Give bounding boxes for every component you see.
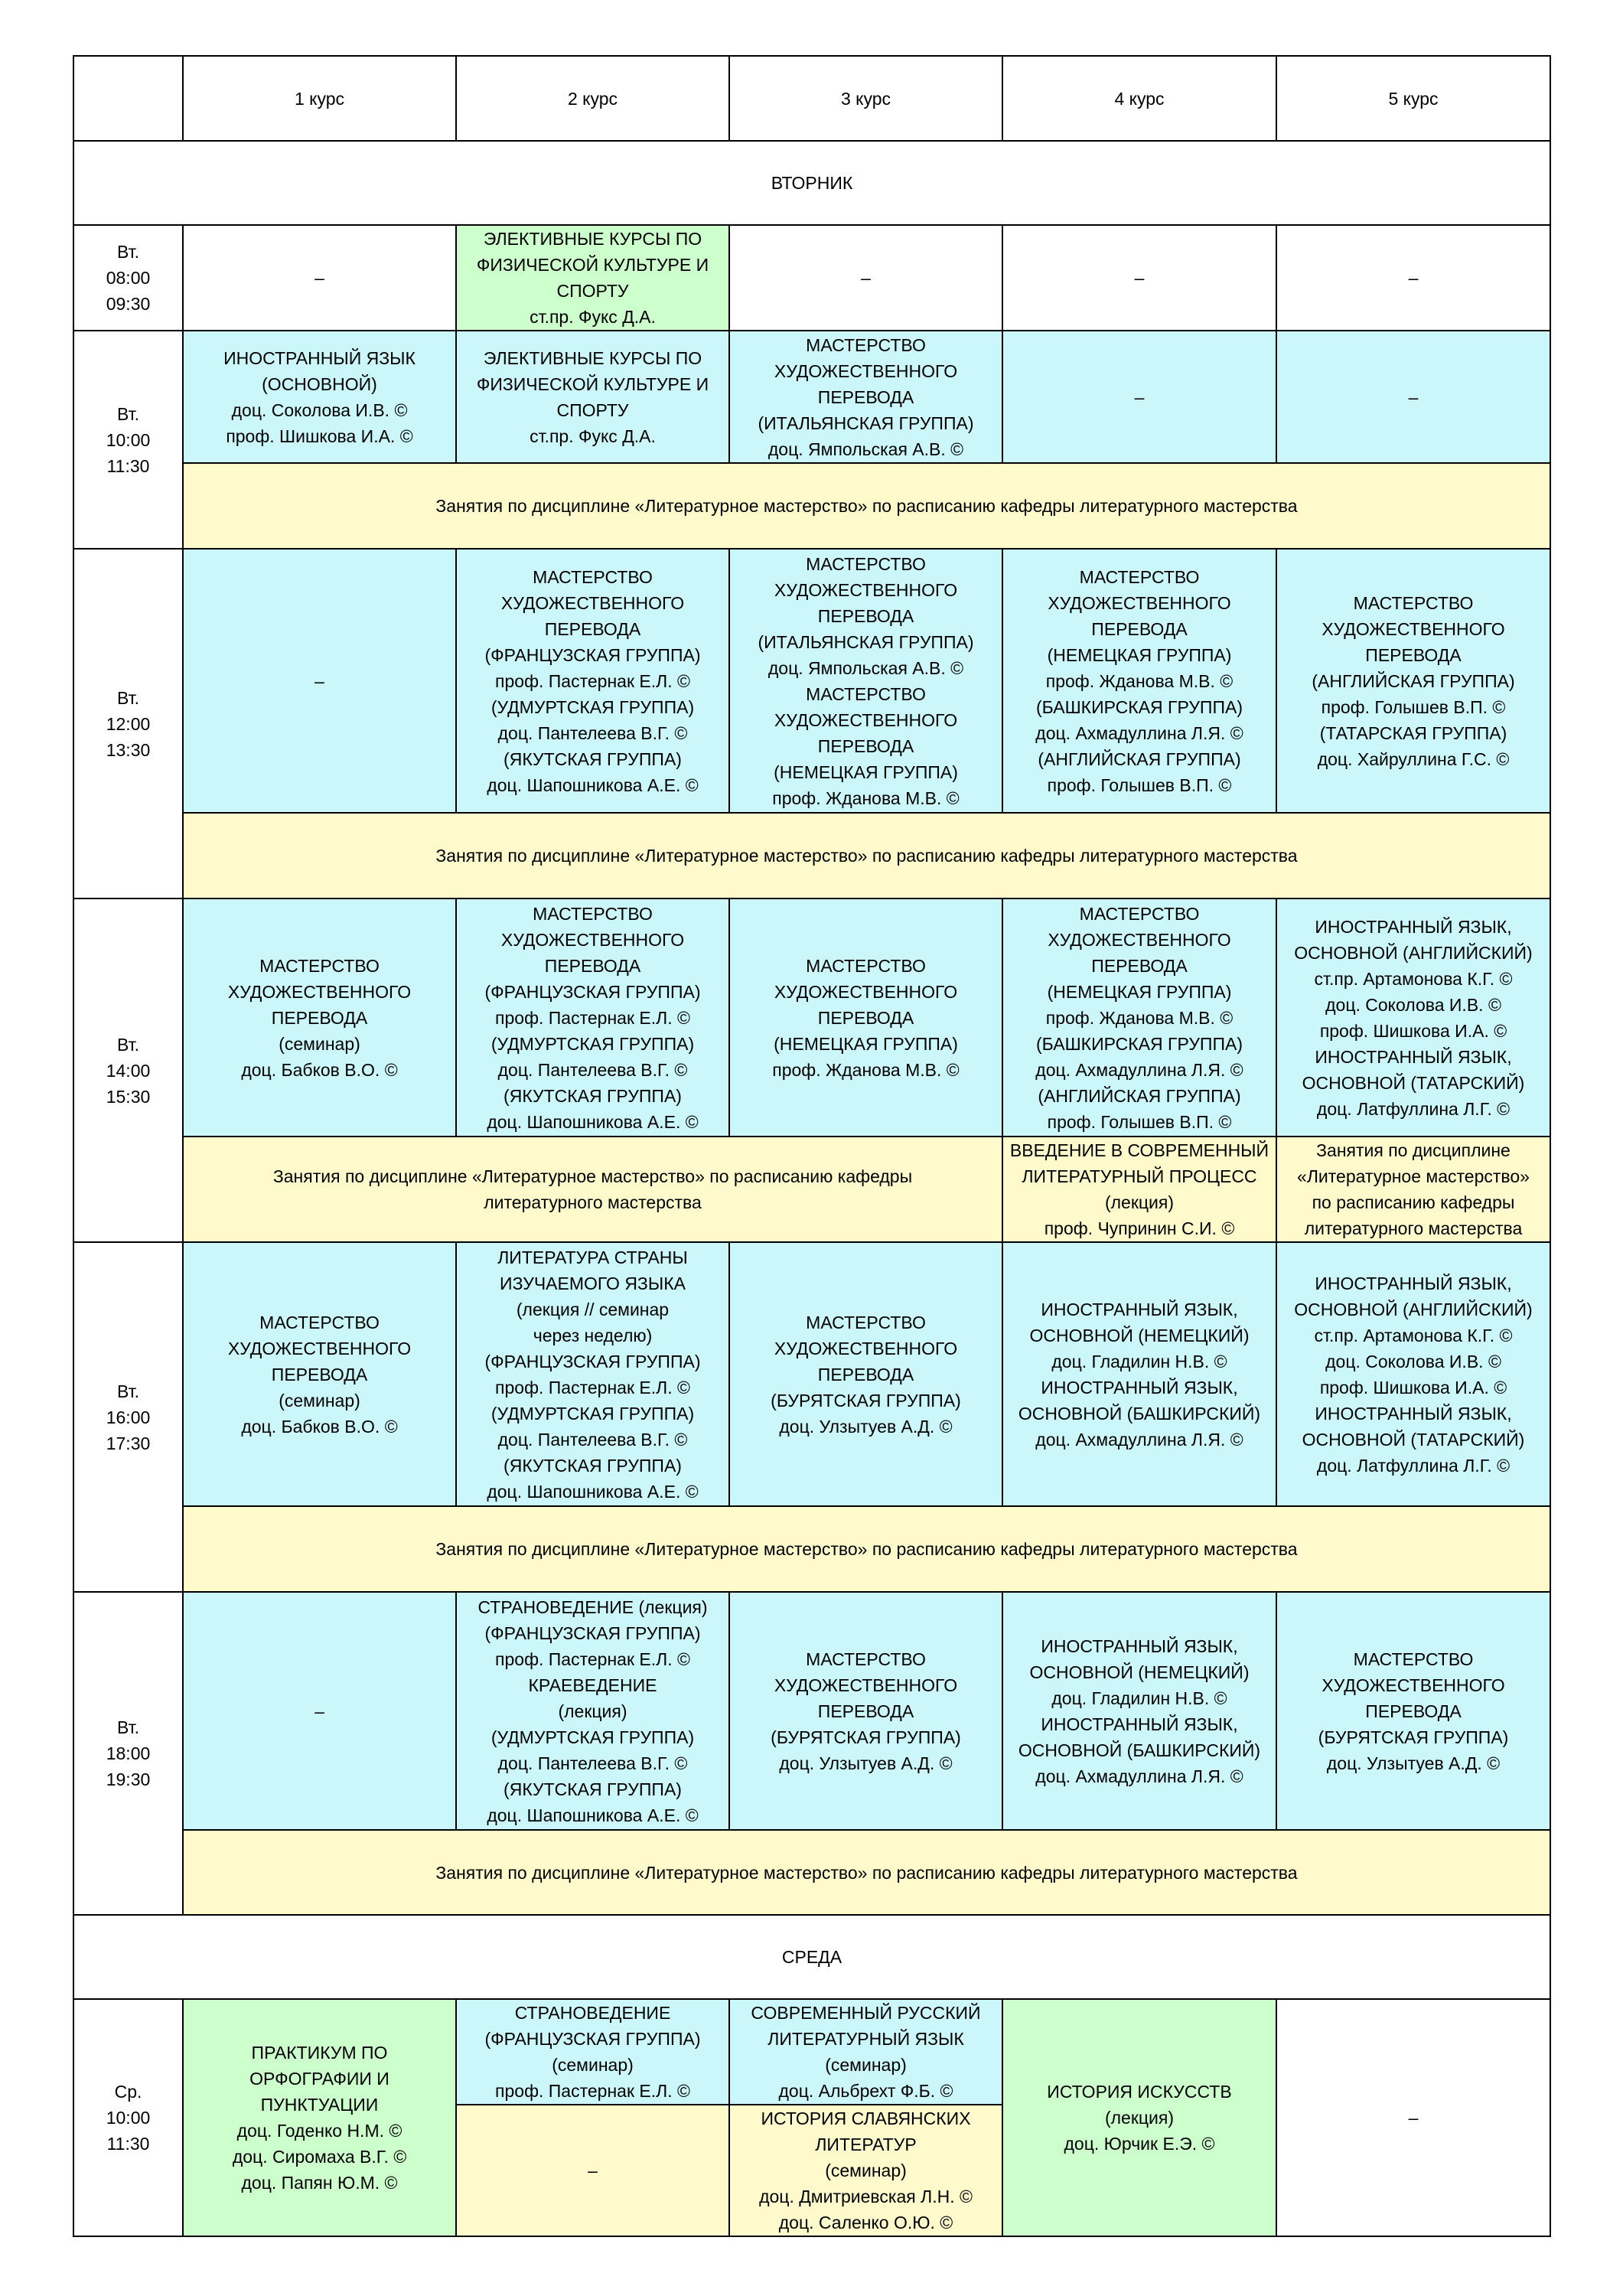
cell-text-line: ЛИТЕРАТУРА СТРАНЫ [497, 1247, 688, 1267]
cell-text-line: ХУДОЖЕСТВЕННОГО [774, 981, 958, 1002]
cell-text-line: (семинар) [279, 1033, 360, 1054]
class-cell [456, 1592, 729, 1830]
cell-text-line: (БАШКИРСКАЯ ГРУППА) [1036, 696, 1243, 717]
cell-text-line: проф. Голышев В.П. © [1047, 1111, 1232, 1132]
cell-text-line: МАСТЕРСТВО [806, 553, 926, 574]
empty-slot: – [183, 225, 456, 331]
time-cell [73, 1999, 183, 2236]
class-cell [1002, 1999, 1276, 2236]
cell-text-line: МАСТЕРСТВО [806, 955, 926, 976]
class-cell [456, 225, 729, 331]
cell-text-line: доц. Шапошникова А.Е. © [487, 1111, 699, 1132]
class-cell [729, 549, 1002, 813]
cell-text-line: литературного мастерства [484, 1192, 702, 1212]
time-row [73, 1592, 1550, 1830]
cell-text-line: ПЕРЕВОДА [817, 1701, 914, 1721]
cell-text-line: ОСНОВНОЙ (НЕМЕЦКИЙ) [1029, 1325, 1250, 1345]
class-cell [183, 1999, 456, 2236]
cell-text-line: 11:30 [106, 2134, 150, 2154]
cell-text-line: «Литературное мастерство» [1297, 1166, 1530, 1186]
cell-text-line: 18:00 [106, 1743, 151, 1763]
cell-text-line: ПЕРЕВОДА [817, 386, 914, 407]
cell-text-line: СПОРТУ [556, 400, 629, 420]
cell-text-line: (ФРАНЦУЗСКАЯ ГРУППА) [484, 644, 701, 665]
cell-text-line: (ЯКУТСКАЯ ГРУППА) [504, 1085, 682, 1106]
course-header-row [73, 56, 1550, 141]
class-cell [183, 899, 456, 1137]
cell-text-line: ст.пр. Артамонова К.Г. © [1314, 968, 1513, 989]
cell-text-line: 11:30 [106, 455, 150, 476]
day-header-wednesday: СРЕДА [73, 1915, 1550, 1999]
cell-text-line: 19:30 [106, 1769, 151, 1789]
cell-text-line: (ЯКУТСКАЯ ГРУППА) [504, 1455, 682, 1476]
cell-text-line: Ср. [114, 2082, 142, 2102]
cell-text-line: ПЕРЕВОДА [817, 605, 914, 626]
class-cell [1002, 1592, 1276, 1830]
cell-text-line: ОСНОВНОЙ (ТАТАРСКИЙ) [1302, 1072, 1525, 1093]
cell-text-line: проф. Жданова М.В. © [772, 1059, 960, 1080]
cell-text-line: (ТАТАРСКАЯ ГРУППА) [1319, 722, 1507, 743]
cell-text-line: доц. Улзытуев А.Д. © [779, 1753, 953, 1773]
cell-text-line: 09:30 [106, 294, 151, 314]
cell-text-line: (АНГЛИЙСКАЯ ГРУППА) [1038, 748, 1241, 769]
cell-text-line: по расписанию кафедры [1312, 1192, 1515, 1212]
cell-text-line: СТРАНОВЕДЕНИЕ [514, 2003, 671, 2023]
cell-text-line: литературного мастерства [1304, 1218, 1523, 1238]
time-row [73, 899, 1550, 1137]
lit-mastery-note [1276, 1137, 1550, 1242]
cell-text-line: Вт. [117, 1717, 139, 1737]
cell-text-line: ИНОСТРАННЫЙ ЯЗЫК [223, 347, 416, 368]
cell-text-line: ОСНОВНОЙ (БАШКИРСКИЙ) [1018, 1403, 1261, 1424]
cell-text-line: (ФРАНЦУЗСКАЯ ГРУППА) [484, 981, 701, 1002]
cell-text-line: Вт. [117, 403, 139, 424]
empty-slot: – [1002, 331, 1276, 463]
empty-slot: – [1276, 1999, 1550, 2236]
cell-text-line: ОРФОГРАФИИ И [249, 2069, 389, 2089]
time-cell [73, 1242, 183, 1592]
cell-text-line: ИСТОРИЯ СЛАВЯНСКИХ [761, 2108, 971, 2128]
cell-text-line: проф. Пастернак Е.Л. © [495, 670, 690, 691]
cell-text-line: ХУДОЖЕСТВЕННОГО [227, 1338, 412, 1358]
cell-text-line: ХУДОЖЕСТВЕННОГО [774, 360, 958, 381]
cell-text-line: (семинар) [825, 2161, 907, 2180]
cell-text-line: ПЕРЕВОДА [544, 955, 641, 976]
cell-text-line: доц. Улзытуев А.Д. © [779, 1416, 953, 1437]
cell-text-line: проф. Голышев В.П. © [1047, 775, 1232, 795]
cell-text-line: ХУДОЖЕСТВЕННОГО [1322, 1675, 1505, 1695]
corner-cell [73, 56, 183, 141]
time-cell [73, 549, 183, 899]
cell-text-line: 17:30 [106, 1433, 151, 1453]
cell-text-line: доц. Саленко О.Ю. © [778, 2213, 953, 2232]
cell-text-line: ФИЗИЧЕСКОЙ КУЛЬТУРЕ И [476, 373, 709, 394]
class-cell [1002, 899, 1276, 1137]
cell-text-line: проф. Голышев В.П. © [1321, 696, 1506, 717]
cell-text-line: ПЕРЕВОДА [1091, 618, 1188, 639]
cell-text-line: (ИТАЛЬЯНСКАЯ ГРУППА) [758, 631, 974, 652]
empty-slot: – [1002, 225, 1276, 331]
cell-text-line: (НЕМЕЦКАЯ ГРУППА) [1047, 981, 1232, 1002]
cell-text-line: (УДМУРТСКАЯ ГРУППА) [490, 1403, 695, 1424]
cell-text-line: ИНОСТРАННЫЙ ЯЗЫК, [1041, 1377, 1238, 1397]
cell-text-line: МАСТЕРСТВО [533, 903, 653, 924]
class-cell [456, 1999, 729, 2105]
class-cell [729, 2105, 1002, 2236]
cell-text-line: ВВЕДЕНИЕ В СОВРЕМЕННЫЙ [1009, 1140, 1269, 1160]
cell-text-line: (БУРЯТСКАЯ ГРУППА) [771, 1390, 961, 1411]
class-cell [183, 331, 456, 463]
cell-text-line: ЛИТЕРАТУРНЫЙ ЯЗЫК [768, 2029, 964, 2049]
cell-text-line: ОСНОВНОЙ (АНГЛИЙСКИЙ) [1294, 942, 1533, 963]
time-row [73, 331, 1550, 463]
cell-text-line: ПЕРЕВОДА [544, 618, 641, 639]
cell-text-line: ХУДОЖЕСТВЕННОГО [774, 1338, 958, 1358]
cell-text-line: ИНОСТРАННЫЙ ЯЗЫК, [1315, 916, 1512, 937]
class-cell [1002, 549, 1276, 813]
cell-text-line: 13:30 [106, 739, 151, 760]
cell-text-line: доц. Ахмадуллина Л.Я. © [1035, 1766, 1243, 1786]
class-cell [729, 331, 1002, 463]
cell-text-line: МАСТЕРСТВО [259, 955, 380, 976]
cell-text-line: (лекция) [1104, 2108, 1175, 2128]
lit-mastery-note: Занятия по дисциплине «Литературное мастерство» по расписанию кафедры литературного мастерства [183, 463, 1550, 549]
class-cell [729, 899, 1002, 1137]
cell-text-line: доц. Бабков В.О. © [241, 1416, 398, 1437]
cell-text-line: доц. Соколова И.В. © [1325, 1351, 1501, 1371]
cell-text-line: ЭЛЕКТИВНЫЕ КУРСЫ ПО [483, 229, 702, 249]
lit-mastery-note: Занятия по дисциплине «Литературное мастерство» по расписанию кафедры литературного мастерства [183, 1506, 1550, 1592]
cell-text-line: ХУДОЖЕСТВЕННОГО [227, 981, 412, 1002]
cell-text-line: МАСТЕРСТВО [1079, 566, 1200, 587]
cell-text-line: доц. Ахмадуллина Л.Я. © [1035, 722, 1243, 743]
empty-slot: – [1276, 225, 1550, 331]
cell-text-line: ХУДОЖЕСТВЕННОГО [774, 579, 958, 600]
cell-text-line: 14:00 [106, 1060, 151, 1081]
cell-text-line: ПУНКТУАЦИИ [260, 2095, 379, 2115]
cell-text-line: проф. Шишкова И.А. © [1319, 1377, 1507, 1397]
cell-text-line: (АНГЛИЙСКАЯ ГРУППА) [1038, 1085, 1241, 1106]
cell-text-line: (ФРАНЦУЗСКАЯ ГРУППА) [484, 1351, 701, 1371]
cell-text-line: ПЕРЕВОДА [1091, 955, 1188, 976]
cell-text-line: МАСТЕРСТВО [806, 334, 926, 355]
cell-text-line: доц. Юрчик Е.Э. © [1064, 2134, 1215, 2154]
lit-mastery-note: Занятия по дисциплине «Литературное мастерство» по расписанию кафедры литературного мастерства [183, 813, 1550, 899]
class-cell [1276, 549, 1550, 813]
cell-text-line: (УДМУРТСКАЯ ГРУППА) [490, 696, 695, 717]
cell-text-line: МАСТЕРСТВО [1353, 1649, 1474, 1669]
cell-text-line: ИНОСТРАННЫЙ ЯЗЫК, [1315, 1273, 1512, 1293]
cell-text-line: (лекция // семинар [516, 1299, 670, 1319]
class-cell [729, 1592, 1002, 1830]
cell-text-line: доц. Папян Ю.М. © [241, 2173, 398, 2193]
cell-text-line: доц. Латфуллина Л.Г. © [1316, 1455, 1511, 1476]
cell-text-line: (ИТАЛЬЯНСКАЯ ГРУППА) [758, 413, 974, 433]
cell-text-line: доц. Гладилин Н.В. © [1051, 1688, 1227, 1708]
cell-text-line: (БАШКИРСКАЯ ГРУППА) [1036, 1033, 1243, 1054]
empty-slot: – [456, 2105, 729, 2236]
course-5-header: 5 курс [1276, 56, 1550, 141]
cell-text-line: ХУДОЖЕСТВЕННОГО [1048, 592, 1231, 613]
cell-text-line: ПРАКТИКУМ ПО [251, 2043, 388, 2063]
time-cell [73, 225, 183, 331]
cell-text-line: доц. Шапошникова А.Е. © [487, 1481, 699, 1502]
class-cell [1276, 1242, 1550, 1506]
cell-text-line: МАСТЕРСТВО [806, 1312, 926, 1332]
cell-text-line: проф. Жданова М.В. © [1045, 1007, 1234, 1028]
cell-text-line: СПОРТУ [556, 281, 629, 301]
cell-text-line: ИСТОРИЯ ИСКУССТВ [1047, 2082, 1232, 2102]
course-4-header: 4 курс [1002, 56, 1276, 141]
lit-mastery-note [183, 1137, 1002, 1242]
cell-text-line: МАСТЕРСТВО [806, 683, 926, 704]
course-1-header: 1 курс [183, 56, 456, 141]
cell-text-line: проф. Пастернак Е.Л. © [495, 1007, 690, 1028]
cell-text-line: доц. Пантелеева В.Г. © [497, 1753, 688, 1773]
cell-text-line: ЭЛЕКТИВНЫЕ КУРСЫ ПО [483, 347, 702, 368]
cell-text-line: доц. Ямпольская А.В. © [768, 657, 964, 678]
cell-text-line: (лекция) [558, 1701, 627, 1721]
course-3-header: 3 курс [729, 56, 1002, 141]
cell-text-line: (ЯКУТСКАЯ ГРУППА) [504, 1779, 682, 1799]
cell-text-line: ст.пр. Фукс Д.А. [530, 307, 656, 327]
schedule-table [73, 55, 1551, 2237]
cell-text-line: МАСТЕРСТВО [1353, 592, 1474, 613]
class-cell [183, 1242, 456, 1506]
cell-text-line: проф. Шишкова И.А. © [226, 426, 413, 446]
cell-text-line: 08:00 [106, 268, 151, 288]
cell-text-line: ХУДОЖЕСТВЕННОГО [774, 709, 958, 730]
cell-text-line: Вт. [117, 1034, 139, 1055]
cell-text-line: ИНОСТРАННЫЙ ЯЗЫК, [1041, 1714, 1238, 1734]
cell-text-line: (УДМУРТСКАЯ ГРУППА) [490, 1033, 695, 1054]
class-cell [1276, 1592, 1550, 1830]
class-cell [1276, 899, 1550, 1137]
class-cell [456, 1242, 729, 1506]
cell-text-line: ОСНОВНОЙ (БАШКИРСКИЙ) [1018, 1740, 1261, 1760]
class-cell [1002, 1137, 1276, 1242]
cell-text-line: ФИЗИЧЕСКОЙ КУЛЬТУРЕ И [476, 255, 709, 275]
cell-text-line: ОСНОВНОЙ (АНГЛИЙСКИЙ) [1294, 1299, 1533, 1319]
cell-text-line: доц. Соколова И.В. © [231, 400, 408, 420]
cell-text-line: ПЕРЕВОДА [817, 1007, 914, 1028]
cell-text-line: ХУДОЖЕСТВЕННОГО [1048, 929, 1231, 950]
cell-text-line: доц. Альбрехт Ф.Б. © [778, 2081, 953, 2101]
cell-text-line: (лекция) [1104, 1192, 1175, 1212]
empty-slot: – [729, 225, 1002, 331]
cell-text-line: 10:00 [106, 2108, 151, 2128]
cell-text-line: ПЕРЕВОДА [271, 1364, 368, 1384]
cell-text-line: ИЗУЧАЕМОГО ЯЗЫКА [500, 1273, 686, 1293]
cell-text-line: доц. Пантелеева В.Г. © [497, 1429, 688, 1450]
cell-text-line: через неделю) [533, 1325, 653, 1345]
cell-text-line: ОСНОВНОЙ (ТАТАРСКИЙ) [1302, 1429, 1525, 1450]
empty-slot: – [183, 549, 456, 813]
cell-text-line: ИНОСТРАННЫЙ ЯЗЫК, [1041, 1636, 1238, 1656]
cell-text-line: Вт. [117, 242, 139, 262]
cell-text-line: ст.пр. Артамонова К.Г. © [1314, 1325, 1513, 1345]
cell-text-line: (БУРЯТСКАЯ ГРУППА) [771, 1727, 961, 1747]
cell-text-line: доц. Ахмадуллина Л.Я. © [1035, 1429, 1243, 1450]
cell-text-line: ХУДОЖЕСТВЕННОГО [1322, 618, 1505, 639]
cell-text-line: ЛИТЕРАТУР [815, 2135, 917, 2154]
class-cell [456, 331, 729, 463]
cell-text-line: ИНОСТРАННЫЙ ЯЗЫК, [1315, 1403, 1512, 1424]
time-cell [73, 1592, 183, 1915]
cell-text-line: (УДМУРТСКАЯ ГРУППА) [490, 1727, 695, 1747]
cell-text-line: (НЕМЕЦКАЯ ГРУППА) [774, 1033, 958, 1054]
time-row [73, 1999, 1550, 2105]
cell-text-line: ст.пр. Фукс Д.А. [530, 426, 656, 446]
course-2-header: 2 курс [456, 56, 729, 141]
cell-text-line: доц. Улзытуев А.Д. © [1326, 1753, 1501, 1773]
cell-text-line: доц. Пантелеева В.Г. © [497, 722, 688, 743]
lit-mastery-note: Занятия по дисциплине «Литературное мастерство» по расписанию кафедры литературного мастерства [183, 1830, 1550, 1915]
cell-text-line: (НЕМЕЦКАЯ ГРУППА) [774, 762, 958, 782]
cell-text-line: (БУРЯТСКАЯ ГРУППА) [1318, 1727, 1509, 1747]
cell-text-line: (ОСНОВНОЙ) [262, 373, 377, 394]
cell-text-line: (ФРАНЦУЗСКАЯ ГРУППА) [484, 1623, 701, 1643]
cell-text-line: (АНГЛИЙСКАЯ ГРУППА) [1312, 670, 1515, 691]
cell-text-line: ХУДОЖЕСТВЕННОГО [500, 929, 685, 950]
day-header-tuesday: ВТОРНИК [73, 141, 1550, 225]
cell-text-line: 10:00 [106, 429, 151, 450]
cell-text-line: доц. Латфуллина Л.Г. © [1316, 1098, 1511, 1119]
cell-text-line: ПЕРЕВОДА [817, 1364, 914, 1384]
cell-text-line: ЛИТЕРАТУРНЫЙ ПРОЦЕСС [1022, 1166, 1257, 1186]
cell-text-line: проф. Шишкова И.А. © [1319, 1020, 1507, 1041]
cell-text-line: (ЯКУТСКАЯ ГРУППА) [504, 748, 682, 769]
cell-text-line: ИНОСТРАННЫЙ ЯЗЫК, [1315, 1046, 1512, 1067]
empty-slot: – [1276, 331, 1550, 463]
cell-text-line: Занятия по дисциплине «Литературное мастерство» по расписанию кафедры [272, 1166, 913, 1186]
cell-text-line: (НЕМЕЦКАЯ ГРУППА) [1047, 644, 1232, 665]
cell-text-line: (семинар) [279, 1390, 360, 1411]
cell-text-line: доц. Хайруллина Г.С. © [1317, 748, 1510, 769]
class-cell [729, 1242, 1002, 1506]
cell-text-line: ОСНОВНОЙ (НЕМЕЦКИЙ) [1029, 1662, 1250, 1682]
cell-text-line: (семинар) [825, 2055, 907, 2075]
cell-text-line: (семинар) [552, 2055, 634, 2075]
time-row [73, 225, 1550, 331]
cell-text-line: доц. Ахмадуллина Л.Я. © [1035, 1059, 1243, 1080]
cell-text-line: проф. Жданова М.В. © [772, 788, 960, 808]
cell-text-line: доц. Дмитриевская Л.Н. © [759, 2187, 973, 2206]
time-cell [73, 899, 183, 1242]
class-cell [456, 549, 729, 813]
cell-text-line: МАСТЕРСТВО [806, 1649, 926, 1669]
time-cell [73, 331, 183, 549]
cell-text-line: 15:30 [106, 1086, 151, 1107]
cell-text-line: (ФРАНЦУЗСКАЯ ГРУППА) [484, 2029, 701, 2049]
cell-text-line: доц. Сиромаха В.Г. © [232, 2147, 407, 2167]
cell-text-line: СОВРЕМЕННЫЙ РУССКИЙ [751, 2003, 981, 2023]
cell-text-line: МАСТЕРСТВО [533, 566, 653, 587]
class-cell [456, 899, 729, 1137]
cell-text-line: МАСТЕРСТВО [259, 1312, 380, 1332]
cell-text-line: Вт. [117, 687, 139, 708]
cell-text-line: доц. Шапошникова А.Е. © [487, 1805, 699, 1825]
cell-text-line: доц. Шапошникова А.Е. © [487, 775, 699, 795]
cell-text-line: Вт. [117, 1381, 139, 1401]
cell-text-line: доц. Гладилин Н.В. © [1051, 1351, 1227, 1371]
cell-text-line: доц. Пантелеева В.Г. © [497, 1059, 688, 1080]
cell-text-line: ИНОСТРАННЫЙ ЯЗЫК, [1041, 1299, 1238, 1319]
cell-text-line: проф. Пастернак Е.Л. © [495, 2081, 690, 2101]
cell-text-line: ПЕРЕВОДА [1365, 644, 1462, 665]
cell-text-line: ПЕРЕВОДА [817, 735, 914, 756]
time-row [73, 1242, 1550, 1506]
cell-text-line: ХУДОЖЕСТВЕННОГО [500, 592, 685, 613]
empty-slot: – [183, 1592, 456, 1830]
cell-text-line: ХУДОЖЕСТВЕННОГО [774, 1675, 958, 1695]
cell-text-line: доц. Бабков В.О. © [241, 1059, 398, 1080]
cell-text-line: ПЕРЕВОДА [1365, 1701, 1462, 1721]
cell-text-line: Занятия по дисциплине [1316, 1140, 1511, 1160]
cell-text-line: доц. Ямпольская А.В. © [768, 439, 964, 459]
cell-text-line: КРАЕВЕДЕНИЕ [528, 1675, 657, 1695]
cell-text-line: проф. Чупринин С.И. © [1044, 1218, 1235, 1238]
cell-text-line: проф. Жданова М.В. © [1045, 670, 1234, 691]
cell-text-line: проф. Пастернак Е.Л. © [495, 1649, 690, 1669]
cell-text-line: доц. Годенко Н.М. © [236, 2121, 402, 2141]
cell-text-line: проф. Пастернак Е.Л. © [495, 1377, 690, 1397]
cell-text-line: доц. Соколова И.В. © [1325, 994, 1501, 1015]
cell-text-line: 16:00 [106, 1407, 151, 1427]
cell-text-line: 12:00 [106, 713, 151, 734]
cell-text-line: МАСТЕРСТВО [1079, 903, 1200, 924]
cell-text-line: ПЕРЕВОДА [271, 1007, 368, 1028]
cell-text-line: СТРАНОВЕДЕНИЕ (лекция) [477, 1596, 708, 1617]
class-cell [1002, 1242, 1276, 1506]
class-cell [729, 1999, 1002, 2105]
time-row [73, 549, 1550, 813]
